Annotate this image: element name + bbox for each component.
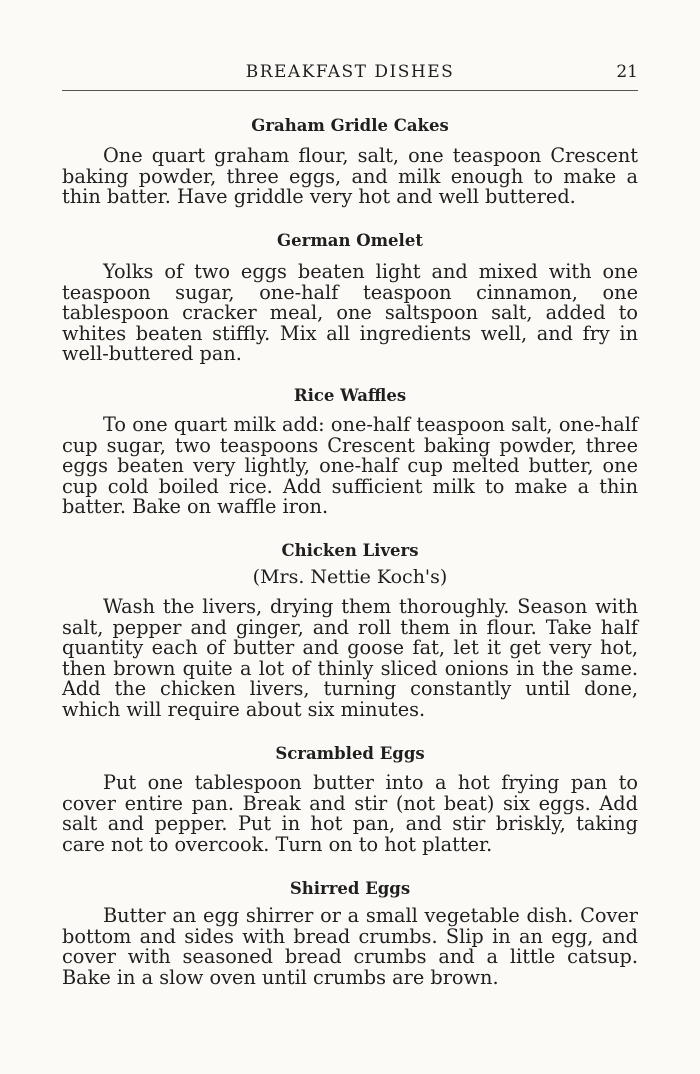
recipe-title-chicken-livers: Chicken Livers [281, 541, 419, 560]
recipe-body-rice-waffles: To one quart milk add: one-half teaspoon salt, one-half cup sugar, two teaspoons Crescent baking powder, three eggs beaten very lightly, one-half cup melted butter, one cup cold boiled rice. Add sufficient milk to make a thin batter. Bake on waffle iron. [62, 413, 638, 519]
recipe-title-scrambled-eggs: Scrambled Eggs [275, 744, 425, 763]
page-number: 21 [616, 62, 638, 82]
recipe-subtitle-chicken-livers: (Mrs. Nettie Koch's) [252, 566, 448, 588]
recipe-body-graham-griddle-cakes: One quart graham flour, salt, one teaspoon Crescent baking powder, three eggs, and milk enough to make a thin batter. Have griddle very hot and well buttered. [62, 144, 638, 209]
recipe-body-chicken-livers: Wash the livers, drying them thoroughly. Season with salt, pepper and ginger, and roll them in flour. Take half quantity each of butter and goose fat, let it get very hot, then brown quite a lot of thinly sliced onions in the same. Add the chicken livers, turning constantly until done, which will require about six minutes. [62, 595, 638, 721]
recipe-title-german-omelet: German Omelet [277, 231, 423, 250]
header-title: BREAKFAST DISHES [245, 62, 455, 82]
recipe-body-scrambled-eggs: Put one tablespoon butter into a hot frying pan to cover entire pan. Break and stir (not beat) six eggs. Add salt and pepper. Put in hot pan, and stir briskly, taking care not to overcook. Turn on to hot platter. [62, 771, 638, 856]
recipe-title-shirred-eggs: Shirred Eggs [289, 879, 411, 898]
recipe-title-rice-waffles: Rice Waffles [293, 386, 407, 405]
recipe-body-german-omelet: Yolks of two eggs beaten light and mixed with one teaspoon sugar, one-half teaspoon cinnamon, one tablespoon cracker meal, one saltspoon salt, added to whites beaten stiffly. Mix all ingredients well, and fry in well-buttered pan. [62, 260, 638, 366]
recipe-title-graham-griddle-cakes: Graham Gridle Cakes [251, 116, 449, 135]
running-header [62, 62, 638, 91]
recipe-body-shirred-eggs: Butter an egg shirrer or a small vegetable dish. Cover bottom and sides with bread crumbs. Slip in an egg, and cover with seasoned bread crumbs and a little catsup. Bake in a slow oven until crumbs are brown. [62, 904, 638, 989]
